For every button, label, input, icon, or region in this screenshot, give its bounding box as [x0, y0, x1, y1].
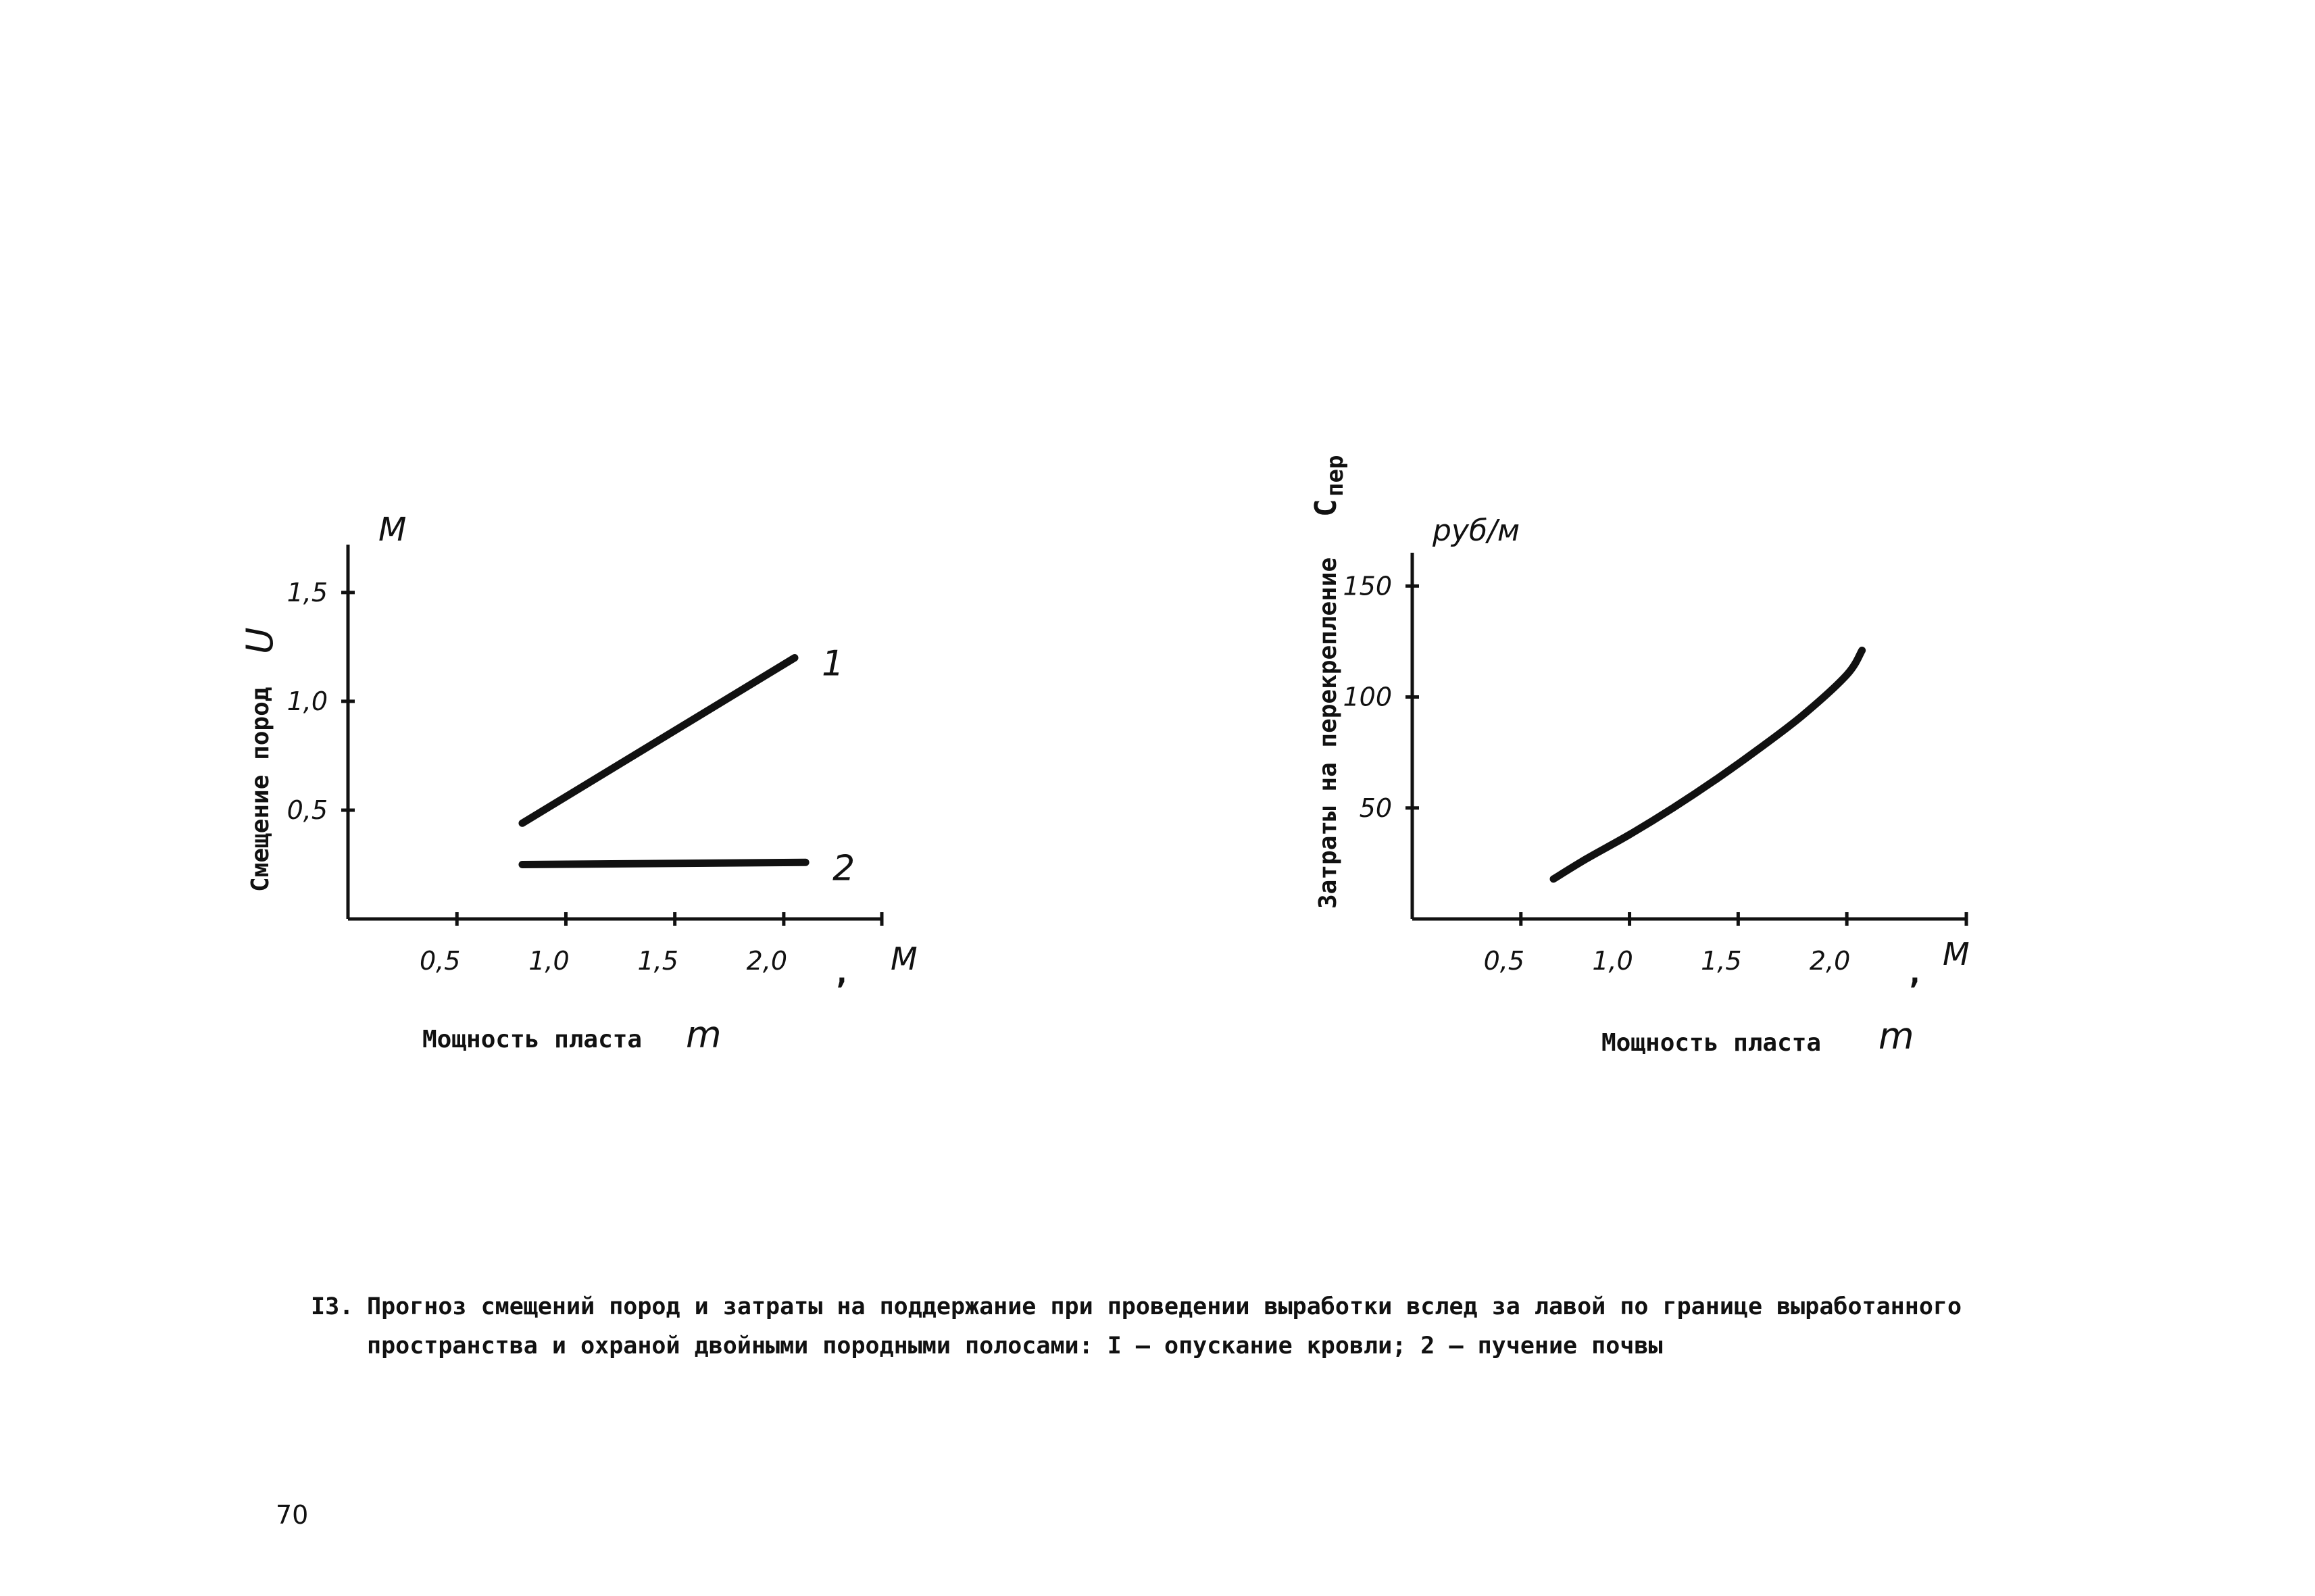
x-axis-symbol: m: [686, 1014, 722, 1056]
series-label: 1: [822, 643, 845, 684]
x-unit: М: [891, 941, 918, 977]
series-line: [1553, 651, 1862, 879]
x-unit-separator: ,: [832, 954, 851, 991]
y-axis-symbol: C: [1309, 499, 1343, 517]
x-tick-label: 1,0: [1592, 946, 1633, 976]
y-tick-label: 1,5: [287, 577, 328, 607]
y-tick-label: 1,0: [287, 686, 328, 716]
y-tick-label: 0,5: [287, 795, 328, 825]
x-tick-label: 2,0: [746, 946, 788, 976]
x-tick-label: 1,5: [637, 946, 678, 976]
x-tick-label: 1,0: [528, 946, 570, 976]
y-unit: М: [378, 511, 407, 549]
y-unit: руб/м: [1433, 514, 1520, 548]
y-tick-label: 100: [1343, 682, 1392, 712]
x-axis-symbol: m: [1878, 1015, 1914, 1057]
caption-line-1: Прогноз смещений пород и затраты на поддержание при проведении выработки вслед за лавой по границе выработанного: [367, 1293, 1962, 1320]
x-axis-label: Мощность пласта: [1601, 1029, 1822, 1057]
x-unit-separator: ,: [1906, 954, 1924, 991]
caption-number: I3.: [311, 1293, 354, 1320]
caption-line-2: пространства и охраной двойными породными полосами: I – опускание кровли; 2 – пучение почвы: [367, 1332, 1663, 1360]
y-tick-label: 50: [1359, 793, 1392, 823]
y-axis-label: Смещение пород: [247, 687, 274, 892]
x-tick-label: 0,5: [1483, 946, 1525, 976]
series-label: 2: [832, 848, 855, 889]
x-tick-label: 2,0: [1809, 946, 1851, 976]
y-axis-subscript: пер: [1322, 455, 1349, 497]
x-tick-label: 0,5: [420, 946, 461, 976]
x-axis-label: Мощность пласта: [422, 1026, 643, 1053]
y-axis-label: Затраты на перекрепление: [1314, 557, 1342, 909]
y-axis-symbol: U: [239, 627, 281, 654]
y-tick-label: 150: [1343, 571, 1392, 601]
x-tick-label: 1,5: [1701, 946, 1742, 976]
x-unit: М: [1943, 936, 1970, 972]
page-number: 70: [276, 1500, 309, 1530]
